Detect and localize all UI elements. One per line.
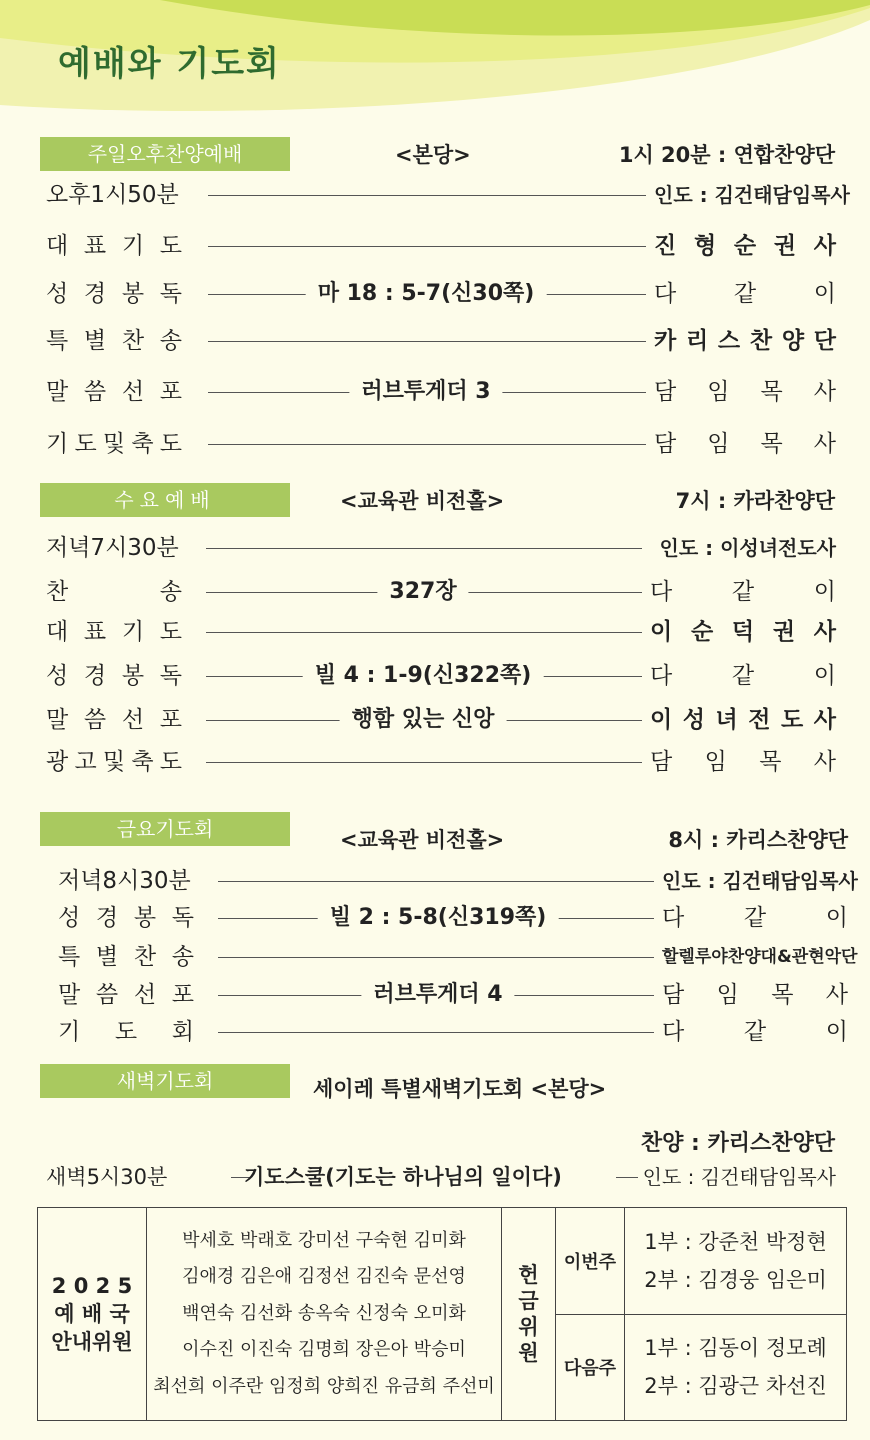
order-item-label: 말 씀 선 포 — [58, 982, 194, 1008]
order-item-person: 다 같 이 — [650, 579, 836, 605]
friday-choir: 8시 : 카리스찬양단 — [668, 828, 848, 852]
dawn-label: 새벽기도회 — [40, 1064, 290, 1098]
next-week-label: 다음주 — [556, 1314, 625, 1421]
order-row — [46, 742, 836, 782]
order-row — [58, 898, 848, 938]
order-item-person: 인도 : 김건태담임목사 — [654, 183, 850, 207]
order-item-person: 담 임 목 사 — [654, 379, 836, 405]
order-row — [46, 226, 836, 266]
order-row — [58, 937, 858, 977]
order-item-label: 광 고 및 축 도 — [46, 749, 182, 775]
guides-names-line: 최선희 이주란 임정희 양희진 유금희 주선미 — [153, 1375, 495, 1397]
order-item-label: 오후1시50분 — [46, 182, 179, 208]
order-item-person: 다 같 이 — [662, 1019, 848, 1045]
leader-line — [206, 632, 642, 633]
guides-title: 안내위원 — [51, 1330, 133, 1354]
order-row — [46, 424, 836, 464]
guides-dept: 예 배 국 — [54, 1302, 130, 1326]
guides-heading — [38, 1208, 147, 1421]
leader-line — [206, 762, 642, 763]
offering-label-char: 위 — [518, 1315, 539, 1339]
assignment-line: 2부 : 김광근 차선진 — [644, 1374, 827, 1399]
leader-line — [208, 341, 646, 342]
order-item-detail: 빌 4 : 1-9(신322쪽) — [303, 656, 544, 696]
order-item-detail: 빌 2 : 5-8(신319쪽) — [318, 898, 559, 938]
wednesday-venue: <교육관 비전홀> — [340, 489, 505, 513]
order-item-person: 담 임 목 사 — [662, 982, 848, 1008]
order-item-label: 성 경 봉 독 — [58, 905, 194, 931]
order-item-label: 대 표 기 도 — [46, 233, 182, 259]
guides-year: 2 0 2 5 — [51, 1274, 133, 1298]
order-row — [46, 528, 836, 568]
order-item-label: 저녁7시30분 — [46, 535, 179, 561]
guides-names-line: 박세호 박래호 강미선 구숙현 김미화 — [182, 1229, 466, 1251]
order-item-person: 다 같 이 — [650, 663, 836, 689]
this-week-assignments — [625, 1208, 847, 1315]
order-item-person: 이 성 녀 전 도 사 — [650, 707, 836, 733]
dawn-title: 세이레 특별새벽기도회 <본당> — [313, 1077, 607, 1101]
dawn-theme: 기도스쿨(기도는 하나님의 일이다) — [244, 1165, 562, 1189]
dawn-time: 새벽5시30분 — [46, 1165, 168, 1189]
offering-label — [502, 1208, 556, 1421]
order-row — [46, 612, 836, 652]
order-item-person: 인도 : 이성녀전도사 — [659, 536, 836, 560]
order-row — [46, 700, 836, 740]
order-row — [46, 274, 836, 314]
order-item-label: 저녁8시30분 — [58, 868, 191, 894]
order-row — [58, 861, 858, 901]
leader-line — [616, 1177, 638, 1178]
order-item-label: 특 별 찬 송 — [58, 944, 194, 970]
order-item-label: 찬 송 — [46, 579, 182, 605]
dawn-leader: 인도 : 김건태담임목사 — [642, 1165, 836, 1189]
leader-line — [208, 195, 646, 196]
offering-label-char: 금 — [518, 1289, 539, 1313]
order-item-person: 할렐루야찬양대&관현악단 — [662, 947, 858, 967]
order-item-detail: 러브투게더 3 — [349, 372, 502, 412]
order-item-label: 성 경 봉 독 — [46, 663, 182, 689]
order-item-person: 다 같 이 — [662, 905, 848, 931]
guides-names — [147, 1208, 502, 1421]
order-row — [58, 975, 848, 1015]
sunday-choir: 1시 20분 : 연합찬양단 — [618, 143, 835, 167]
order-item-label: 성 경 봉 독 — [46, 281, 182, 307]
order-row — [46, 572, 836, 612]
order-row — [46, 321, 836, 361]
order-item-label: 대 표 기 도 — [46, 619, 182, 645]
order-row — [46, 175, 850, 215]
order-item-person: 진 형 순 권 사 — [654, 233, 836, 259]
wednesday-choir: 7시 : 카라찬양단 — [675, 489, 835, 513]
assignment-line: 2부 : 김경웅 임은미 — [644, 1267, 827, 1292]
order-item-label: 기 도 및 축 도 — [46, 431, 182, 457]
order-item-person: 인도 : 김건태담임목사 — [662, 869, 858, 893]
wednesday-label: 수요예배 — [40, 483, 290, 517]
order-item-label: 말 씀 선 포 — [46, 707, 182, 733]
order-item-person: 카 리 스 찬 양 단 — [654, 328, 836, 354]
order-item-label: 기 도 회 — [58, 1019, 194, 1045]
order-item-person: 담 임 목 사 — [654, 431, 836, 457]
friday-label: 금요기도회 — [40, 812, 290, 846]
offering-label-char: 헌 — [518, 1263, 539, 1287]
dawn-choir: 찬양 : 카리스찬양단 — [640, 1131, 835, 1156]
order-item-person: 담 임 목 사 — [650, 749, 836, 775]
leader-line — [218, 881, 654, 882]
leader-line — [208, 444, 646, 445]
leader-line — [206, 548, 642, 549]
order-item-label: 특 별 찬 송 — [46, 328, 182, 354]
sunday-venue: <본당> — [395, 143, 471, 167]
leader-line — [218, 1032, 654, 1033]
offering-label-char: 원 — [518, 1341, 539, 1365]
guides-names-line: 이수진 이진숙 김명희 장은아 박승미 — [182, 1339, 466, 1361]
page-title: 예배와 기도회 — [58, 44, 281, 84]
guides-names-line: 김애경 김은애 김정선 김진숙 문선영 — [182, 1266, 466, 1288]
leader-line — [218, 957, 654, 958]
order-item-person: 이 순 덕 권 사 — [650, 619, 836, 645]
order-item-detail: 327장 — [377, 572, 468, 612]
assignment-line: 1부 : 김동이 정모례 — [644, 1336, 827, 1361]
order-item-person: 다 같 이 — [654, 281, 836, 307]
order-item-label: 말 씀 선 포 — [46, 379, 182, 405]
guides-names-line: 백연숙 김선화 송옥숙 신정숙 오미화 — [182, 1302, 466, 1324]
dawn-row — [46, 1157, 836, 1197]
order-item-detail: 행함 있는 신앙 — [340, 700, 507, 740]
guides-table — [37, 1207, 847, 1421]
sunday-label: 주일오후찬양예배 — [40, 137, 290, 171]
order-row — [46, 372, 836, 412]
assignment-line: 1부 : 강준천 박정현 — [644, 1229, 827, 1254]
order-item-detail: 마 18 : 5-7(신30쪽) — [306, 274, 547, 314]
order-item-detail: 러브투게더 4 — [361, 975, 514, 1015]
friday-venue: <교육관 비전홀> — [340, 828, 505, 852]
leader-line — [208, 246, 646, 247]
next-week-assignments — [625, 1314, 847, 1421]
this-week-label: 이번주 — [556, 1208, 625, 1315]
order-row — [58, 1012, 848, 1052]
order-row — [46, 656, 836, 696]
